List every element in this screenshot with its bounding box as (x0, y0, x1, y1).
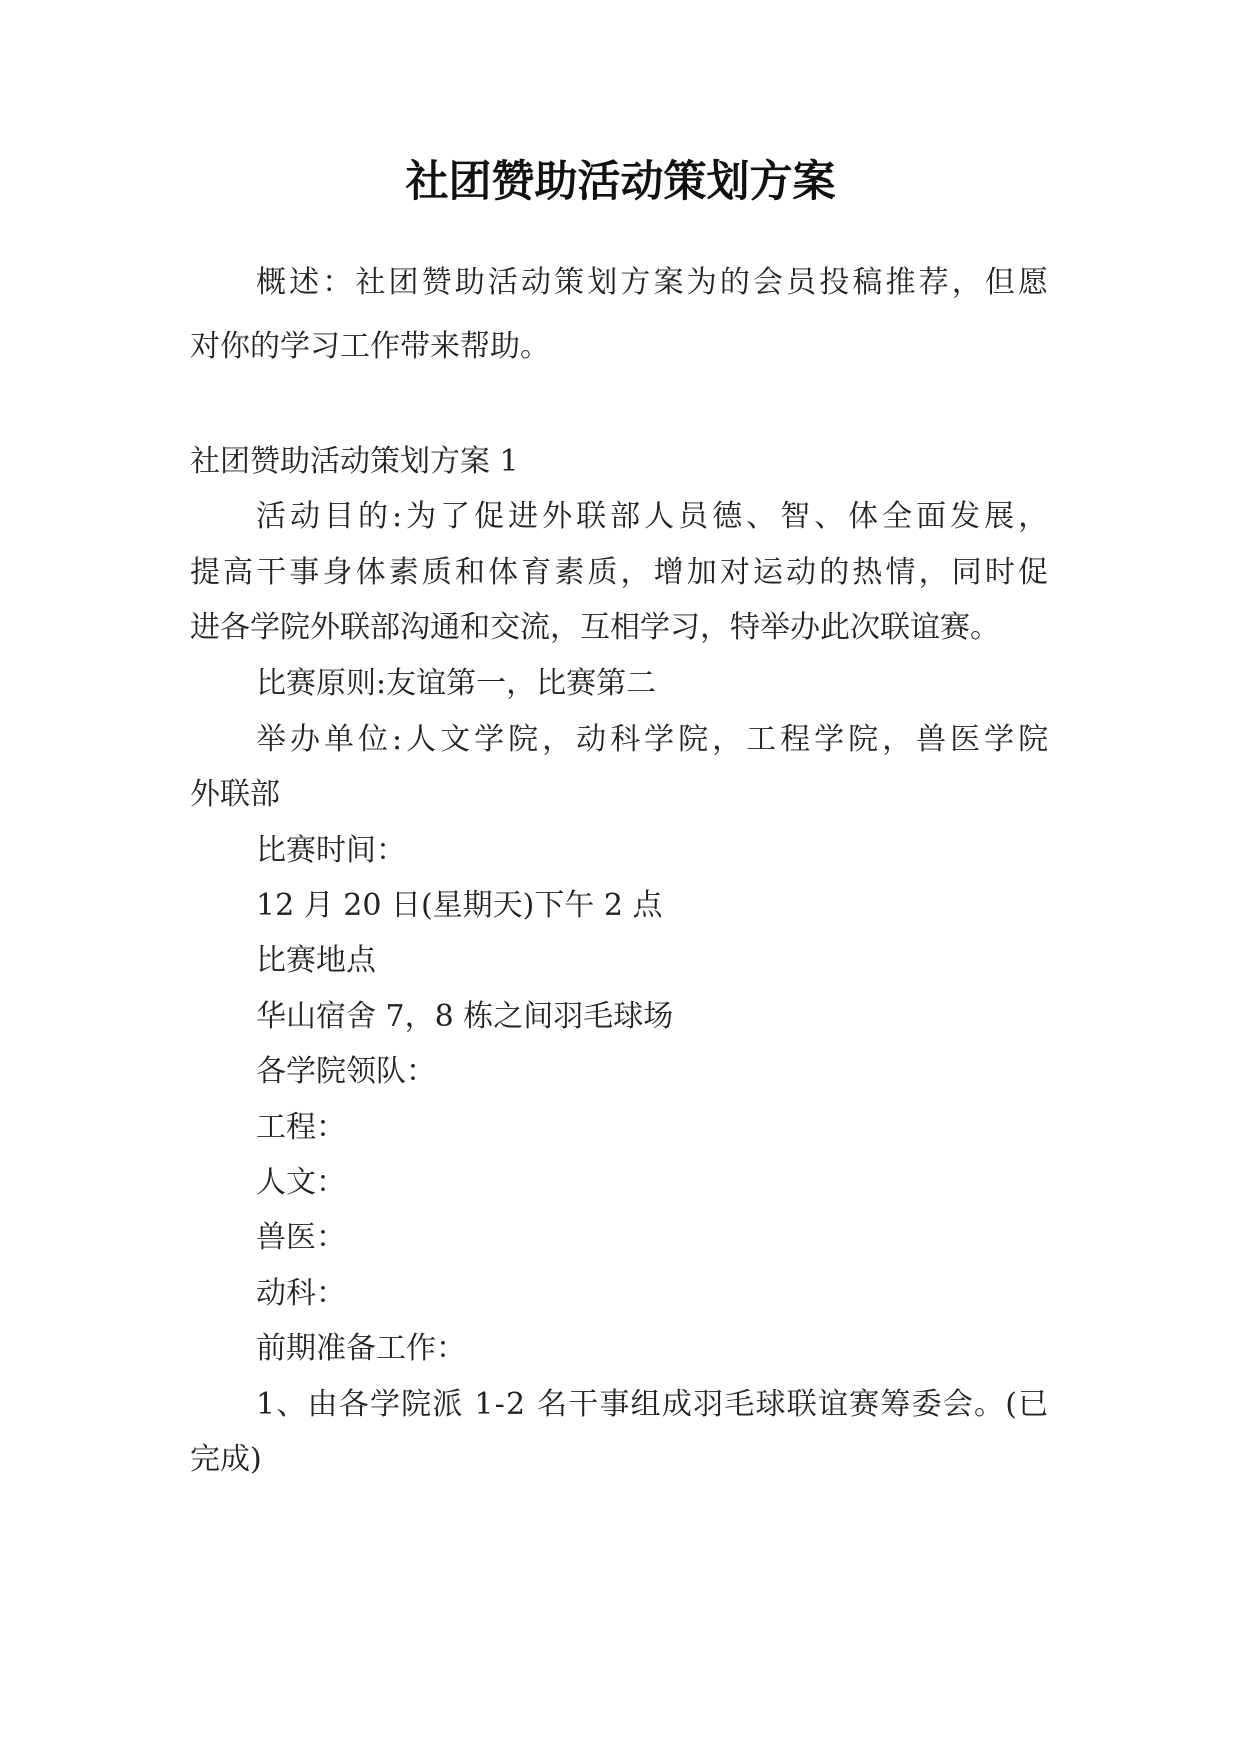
document-line: 华山宿舍 7，8 栋之间羽毛球场 (256, 999, 674, 1034)
document-line: 外联部 (190, 777, 280, 812)
document-line: 对你的学习工作带来帮助。 (190, 329, 550, 364)
document-line: 进各学院外联部沟通和交流，互相学习，特举办此次联谊赛。 (190, 610, 1000, 645)
document-line: 提高干事身体素质和体育素质，增加对运动的热情，同时促 (190, 555, 1052, 590)
document-line: 完成) (190, 1442, 262, 1477)
document-line: 举办单位:人文学院，动科学院，工程学院，兽医学院 (256, 722, 1053, 757)
document-title: 社团赞助活动策划方案 (405, 157, 836, 207)
document-line: 1、由各学院派 1-2 名干事组成羽毛球联谊赛筹委会。(已 (256, 1387, 1050, 1422)
document-line: 比赛地点 (256, 943, 376, 978)
document-line: 兽医： (256, 1220, 346, 1255)
document-line: 人文： (256, 1165, 346, 1200)
document-line: 各学院领队： (256, 1054, 436, 1089)
document-line: 比赛原则:友谊第一，比赛第二 (256, 666, 657, 701)
document-line: 比赛时间： (256, 833, 406, 868)
document-line: 12 月 20 日(星期天)下午 2 点 (256, 888, 663, 923)
document-line: 社团赞助活动策划方案 1 (190, 444, 519, 479)
document-line: 前期准备工作： (256, 1331, 466, 1366)
document-line: 动科： (256, 1276, 346, 1311)
document-line: 活动目的:为了促进外联部人员德、智、体全面发展， (256, 499, 1053, 534)
document-line: 工程： (256, 1110, 346, 1145)
document-line: 概述：社团赞助活动策划方案为的会员投稿推荐，但愿 (256, 265, 1052, 300)
